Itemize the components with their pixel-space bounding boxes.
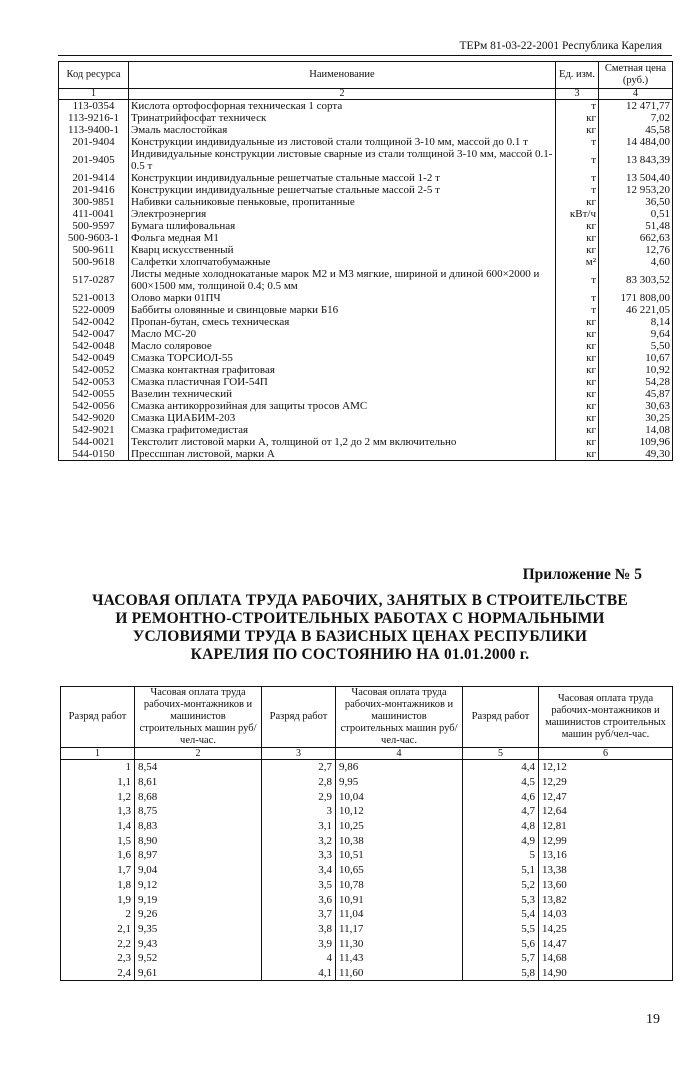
cell-code: 542-0049 (59, 352, 129, 364)
column-number: 5 (463, 748, 539, 760)
column-header-grade: Разряд работ (61, 687, 135, 748)
table-row (59, 112, 673, 124)
cell-grade: 3,2 (262, 833, 336, 848)
table-row (59, 340, 673, 352)
cell-unit: кг (556, 328, 599, 340)
table-row (61, 892, 673, 907)
cell-unit: т (556, 268, 599, 292)
cell-name: Олово марки 01ПЧ (129, 292, 556, 304)
table-row (59, 448, 673, 461)
cell-code: 201-9404 (59, 136, 129, 148)
cell-code: 113-9400-1 (59, 124, 129, 136)
cell-code: 500-9618 (59, 256, 129, 268)
cell-grade: 4,4 (463, 760, 539, 775)
cell-code: 542-9021 (59, 424, 129, 436)
cell-wage: 14,03 (539, 907, 673, 922)
cell-name: Бумага шлифовальная (129, 220, 556, 232)
cell-wage: 13,38 (539, 863, 673, 878)
cell-price: 30,63 (599, 400, 673, 412)
cell-name: Конструкции индивидуальные из листовой стали толщиной 3-10 мм, массой до 0.1 т (129, 136, 556, 148)
column-number: 1 (59, 89, 129, 100)
cell-name: Конструкции индивидуальные решетчатые стальные массой 2-5 т (129, 184, 556, 196)
table-row (59, 436, 673, 448)
cell-wage: 13,16 (539, 848, 673, 863)
cell-price: 36,50 (599, 196, 673, 208)
title-line: ЧАСОВАЯ ОПЛАТА ТРУДА РАБОЧИХ, ЗАНЯТЫХ В СТРОИТЕЛЬСТВЕ (92, 592, 628, 609)
cell-unit: кг (556, 124, 599, 136)
cell-price: 7,02 (599, 112, 673, 124)
cell-price: 13 504,40 (599, 172, 673, 184)
cell-wage: 8,61 (135, 775, 262, 790)
cell-unit: кг (556, 448, 599, 461)
cell-unit: кг (556, 364, 599, 376)
cell-grade: 1,9 (61, 892, 135, 907)
table-row (59, 244, 673, 256)
cell-name: Смазка антикоррозийная для защиты тросов АМС (129, 400, 556, 412)
cell-grade: 1,8 (61, 878, 135, 893)
column-header-name: Наименование (129, 62, 556, 89)
cell-wage: 9,04 (135, 863, 262, 878)
wage-table (60, 686, 673, 981)
cell-wage: 13,60 (539, 878, 673, 893)
cell-wage: 12,81 (539, 819, 673, 834)
cell-name: Смазка ТОРСИОЛ-55 (129, 352, 556, 364)
title-line: УСЛОВИЯМИ ТРУДА В БАЗИСНЫХ ЦЕНАХ РЕСПУБЛИКИ (132, 628, 588, 645)
cell-grade: 3,7 (262, 907, 336, 922)
cell-name: Эмаль маслостойкая (129, 124, 556, 136)
column-header-grade: Разряд работ (262, 687, 336, 748)
table-row (61, 878, 673, 893)
table-row (59, 292, 673, 304)
cell-name: Салфетки хлопчатобумажные (129, 256, 556, 268)
column-number: 3 (556, 89, 599, 100)
cell-price: 12 471,77 (599, 100, 673, 113)
table-row (59, 400, 673, 412)
cell-wage: 10,91 (336, 892, 463, 907)
cell-unit: т (556, 292, 599, 304)
cell-wage: 9,43 (135, 936, 262, 951)
appendix-label: Приложение № 5 (522, 566, 642, 583)
cell-price: 662,63 (599, 232, 673, 244)
table-row (59, 376, 673, 388)
column-header-price: Сметная цена (руб.) (599, 62, 673, 89)
cell-name: Конструкции индивидуальные решетчатые стальные массой 1-2 т (129, 172, 556, 184)
cell-name: Смазка графитомедистая (129, 424, 556, 436)
cell-name: Листы медные холоднокатаные марок М2 и М3 мягкие, шириной и длиной 600×2000 и 600×1500 мм, толщиной 0.4; 0.5 мм (129, 268, 556, 292)
table-row (59, 220, 673, 232)
cell-code: 500-9603-1 (59, 232, 129, 244)
cell-wage: 10,25 (336, 819, 463, 834)
cell-grade: 4,1 (262, 966, 336, 981)
cell-code: 542-0048 (59, 340, 129, 352)
cell-price: 10,92 (599, 364, 673, 376)
cell-name: Пропан-бутан, смесь техническая (129, 316, 556, 328)
table-row (59, 196, 673, 208)
cell-code: 517-0287 (59, 268, 129, 292)
cell-name: Электроэнергия (129, 208, 556, 220)
cell-price: 5,50 (599, 340, 673, 352)
cell-wage: 10,65 (336, 863, 463, 878)
cell-code: 201-9405 (59, 148, 129, 172)
cell-grade: 1,6 (61, 848, 135, 863)
table-row (61, 922, 673, 937)
table-row (61, 863, 673, 878)
cell-code: 113-0354 (59, 100, 129, 113)
cell-price: 83 303,52 (599, 268, 673, 292)
table-row (59, 136, 673, 148)
cell-wage: 9,26 (135, 907, 262, 922)
cell-wage: 9,19 (135, 892, 262, 907)
cell-grade: 1,2 (61, 789, 135, 804)
cell-wage: 13,82 (539, 892, 673, 907)
cell-price: 30,25 (599, 412, 673, 424)
cell-wage: 14,47 (539, 936, 673, 951)
table-row (61, 833, 673, 848)
cell-wage: 11,60 (336, 966, 463, 981)
cell-wage: 11,43 (336, 951, 463, 966)
cell-wage: 9,86 (336, 760, 463, 775)
cell-name: Масло соляровое (129, 340, 556, 352)
cell-wage: 9,95 (336, 775, 463, 790)
cell-code: 542-0047 (59, 328, 129, 340)
cell-grade: 4 (262, 951, 336, 966)
title-line: И РЕМОНТНО-СТРОИТЕЛЬНЫХ РАБОТАХ С НОРМАЛЬНЫМИ (115, 610, 605, 627)
cell-wage: 11,17 (336, 922, 463, 937)
table-row (61, 936, 673, 951)
cell-wage: 10,12 (336, 804, 463, 819)
cell-price: 14 484,00 (599, 136, 673, 148)
column-number: 3 (262, 748, 336, 760)
cell-price: 13 843,39 (599, 148, 673, 172)
cell-grade: 3,6 (262, 892, 336, 907)
cell-unit: кг (556, 244, 599, 256)
resources-table (58, 61, 673, 461)
cell-unit: т (556, 304, 599, 316)
cell-wage: 11,30 (336, 936, 463, 951)
resources-table-body (59, 100, 673, 461)
page-number: 19 (646, 1012, 660, 1027)
column-header-wage: Часовая оплата труда рабочих-монтажников и машинистов строительных машин руб/чел-час. (539, 687, 673, 748)
cell-unit: кг (556, 340, 599, 352)
cell-wage: 8,54 (135, 760, 262, 775)
cell-price: 171 808,00 (599, 292, 673, 304)
table-row (61, 775, 673, 790)
cell-name: Текстолит листовой марки А, толщиной от 1,2 до 2 мм включительно (129, 436, 556, 448)
cell-grade: 5,3 (463, 892, 539, 907)
cell-grade: 3,5 (262, 878, 336, 893)
cell-price: 0,51 (599, 208, 673, 220)
cell-code: 411-0041 (59, 208, 129, 220)
cell-grade: 5,5 (463, 922, 539, 937)
cell-grade: 3,1 (262, 819, 336, 834)
column-number: 2 (135, 748, 262, 760)
table-row (59, 184, 673, 196)
table-row (59, 424, 673, 436)
cell-unit: кВт/ч (556, 208, 599, 220)
table-row (59, 208, 673, 220)
cell-code: 542-9020 (59, 412, 129, 424)
document-header: ТЕРм 81-03-22-2001 Республика Карелия (459, 40, 662, 52)
cell-grade: 5,8 (463, 966, 539, 981)
cell-wage: 9,35 (135, 922, 262, 937)
cell-wage: 12,47 (539, 789, 673, 804)
table-row (59, 268, 673, 292)
cell-code: 542-0053 (59, 376, 129, 388)
cell-grade: 5,1 (463, 863, 539, 878)
column-number: 4 (336, 748, 463, 760)
cell-wage: 9,52 (135, 951, 262, 966)
cell-code: 544-0150 (59, 448, 129, 461)
cell-wage: 12,29 (539, 775, 673, 790)
cell-name: Кварц искусственный (129, 244, 556, 256)
cell-grade: 2 (61, 907, 135, 922)
cell-grade: 2,2 (61, 936, 135, 951)
cell-code: 542-0055 (59, 388, 129, 400)
cell-wage: 10,78 (336, 878, 463, 893)
table-row (59, 256, 673, 268)
table-row (61, 789, 673, 804)
cell-unit: кг (556, 376, 599, 388)
cell-code: 522-0009 (59, 304, 129, 316)
column-header-wage: Часовая оплата труда рабочих-монтажников и машинистов строительных машин руб/чел-час. (336, 687, 463, 748)
cell-grade: 5,2 (463, 878, 539, 893)
cell-code: 500-9611 (59, 244, 129, 256)
cell-wage: 8,90 (135, 833, 262, 848)
cell-unit: кг (556, 400, 599, 412)
cell-grade: 2,4 (61, 966, 135, 981)
table-row (61, 907, 673, 922)
cell-unit: кг (556, 412, 599, 424)
cell-name: Кислота ортофосфорная техническая 1 сорта (129, 100, 556, 113)
cell-code: 201-9414 (59, 172, 129, 184)
cell-grade: 3,4 (262, 863, 336, 878)
cell-code: 544-0021 (59, 436, 129, 448)
header-rule (58, 55, 672, 56)
cell-price: 49,30 (599, 448, 673, 461)
cell-grade: 1,7 (61, 863, 135, 878)
cell-grade: 2,8 (262, 775, 336, 790)
cell-price: 51,48 (599, 220, 673, 232)
cell-price: 9,64 (599, 328, 673, 340)
column-header-code: Код ресурса (59, 62, 129, 89)
cell-unit: кг (556, 196, 599, 208)
table-row (61, 760, 673, 775)
cell-grade: 5,6 (463, 936, 539, 951)
cell-price: 4,60 (599, 256, 673, 268)
cell-grade: 1,3 (61, 804, 135, 819)
cell-grade: 4,7 (463, 804, 539, 819)
cell-grade: 1,4 (61, 819, 135, 834)
column-number: 6 (539, 748, 673, 760)
cell-price: 45,58 (599, 124, 673, 136)
cell-wage: 12,12 (539, 760, 673, 775)
cell-unit: т (556, 148, 599, 172)
cell-price: 12,76 (599, 244, 673, 256)
cell-wage: 10,04 (336, 789, 463, 804)
cell-grade: 1,1 (61, 775, 135, 790)
cell-grade: 1 (61, 760, 135, 775)
cell-price: 46 221,05 (599, 304, 673, 316)
cell-unit: кг (556, 388, 599, 400)
cell-unit: кг (556, 436, 599, 448)
cell-wage: 14,68 (539, 951, 673, 966)
cell-grade: 3,3 (262, 848, 336, 863)
column-number: 2 (129, 89, 556, 100)
cell-name: Вазелин технический (129, 388, 556, 400)
cell-grade: 5,7 (463, 951, 539, 966)
cell-wage: 8,68 (135, 789, 262, 804)
cell-wage: 9,12 (135, 878, 262, 893)
cell-price: 8,14 (599, 316, 673, 328)
table-row (59, 172, 673, 184)
cell-grade: 4,6 (463, 789, 539, 804)
cell-unit: т (556, 184, 599, 196)
cell-grade: 3 (262, 804, 336, 819)
cell-wage: 14,25 (539, 922, 673, 937)
cell-code: 542-0042 (59, 316, 129, 328)
cell-wage: 10,51 (336, 848, 463, 863)
table-row (59, 364, 673, 376)
title-line: КАРЕЛИЯ ПО СОСТОЯНИЮ НА 01.01.2000 г. (190, 646, 530, 663)
cell-unit: м² (556, 256, 599, 268)
column-header-grade: Разряд работ (463, 687, 539, 748)
cell-grade: 1,5 (61, 833, 135, 848)
cell-code: 113-9216-1 (59, 112, 129, 124)
cell-price: 14,08 (599, 424, 673, 436)
cell-unit: кг (556, 220, 599, 232)
cell-name: Фольга медная М1 (129, 232, 556, 244)
cell-wage: 8,83 (135, 819, 262, 834)
cell-code: 500-9597 (59, 220, 129, 232)
cell-price: 54,28 (599, 376, 673, 388)
column-header-unit: Ед. изм. (556, 62, 599, 89)
cell-grade: 5,4 (463, 907, 539, 922)
table-row (61, 804, 673, 819)
cell-grade: 2,7 (262, 760, 336, 775)
cell-price: 12 953,20 (599, 184, 673, 196)
column-header-wage: Часовая оплата труда рабочих-монтажников и машинистов строительных машин руб/чел-час. (135, 687, 262, 748)
cell-code: 521-0013 (59, 292, 129, 304)
table-row (61, 848, 673, 863)
table-row (59, 352, 673, 364)
cell-unit: кг (556, 112, 599, 124)
cell-unit: т (556, 136, 599, 148)
cell-unit: кг (556, 352, 599, 364)
cell-code: 542-0056 (59, 400, 129, 412)
cell-grade: 4,5 (463, 775, 539, 790)
cell-price: 109,96 (599, 436, 673, 448)
table-row (61, 966, 673, 981)
cell-price: 45,87 (599, 388, 673, 400)
table-row (59, 388, 673, 400)
cell-name: Масло МС-20 (129, 328, 556, 340)
cell-name: Индивидуальные конструкции листовые сварные из стали толщиной 3-10 мм, массой 0.1-0.5 т (129, 148, 556, 172)
cell-grade: 2,1 (61, 922, 135, 937)
cell-wage: 12,99 (539, 833, 673, 848)
table-row (61, 819, 673, 834)
cell-price: 10,67 (599, 352, 673, 364)
cell-name: Прессшпан листовой, марки А (129, 448, 556, 461)
cell-grade: 2,9 (262, 789, 336, 804)
cell-name: Смазка ЦИАБИМ-203 (129, 412, 556, 424)
cell-grade: 3,8 (262, 922, 336, 937)
cell-name: Тринатрийфосфат техническ (129, 112, 556, 124)
cell-unit: кг (556, 316, 599, 328)
cell-wage: 8,97 (135, 848, 262, 863)
cell-code: 201-9416 (59, 184, 129, 196)
cell-wage: 10,38 (336, 833, 463, 848)
cell-grade: 4,8 (463, 819, 539, 834)
cell-grade: 4,9 (463, 833, 539, 848)
cell-wage: 14,90 (539, 966, 673, 981)
cell-name: Смазка контактная графитовая (129, 364, 556, 376)
wage-table-body (61, 760, 673, 981)
cell-name: Набивки сальниковые пеньковые, пропитанные (129, 196, 556, 208)
table-row (59, 316, 673, 328)
cell-unit: т (556, 100, 599, 113)
cell-wage: 9,61 (135, 966, 262, 981)
appendix-title (80, 592, 640, 664)
table-row (59, 304, 673, 316)
table-row (59, 124, 673, 136)
table-row (59, 148, 673, 172)
table-row (59, 100, 673, 113)
cell-wage: 8,75 (135, 804, 262, 819)
table-row (61, 951, 673, 966)
column-number: 4 (599, 89, 673, 100)
cell-grade: 3,9 (262, 936, 336, 951)
cell-unit: кг (556, 232, 599, 244)
cell-name: Смазка пластичная ГОИ-54П (129, 376, 556, 388)
table-row (59, 232, 673, 244)
table-row (59, 412, 673, 424)
cell-code: 542-0052 (59, 364, 129, 376)
cell-unit: кг (556, 424, 599, 436)
column-number: 1 (61, 748, 135, 760)
cell-wage: 12,64 (539, 804, 673, 819)
cell-wage: 11,04 (336, 907, 463, 922)
cell-unit: т (556, 172, 599, 184)
cell-grade: 5 (463, 848, 539, 863)
table-row (59, 328, 673, 340)
cell-code: 300-9851 (59, 196, 129, 208)
cell-name: Баббиты оловянные и свинцовые марки Б16 (129, 304, 556, 316)
cell-grade: 2,3 (61, 951, 135, 966)
